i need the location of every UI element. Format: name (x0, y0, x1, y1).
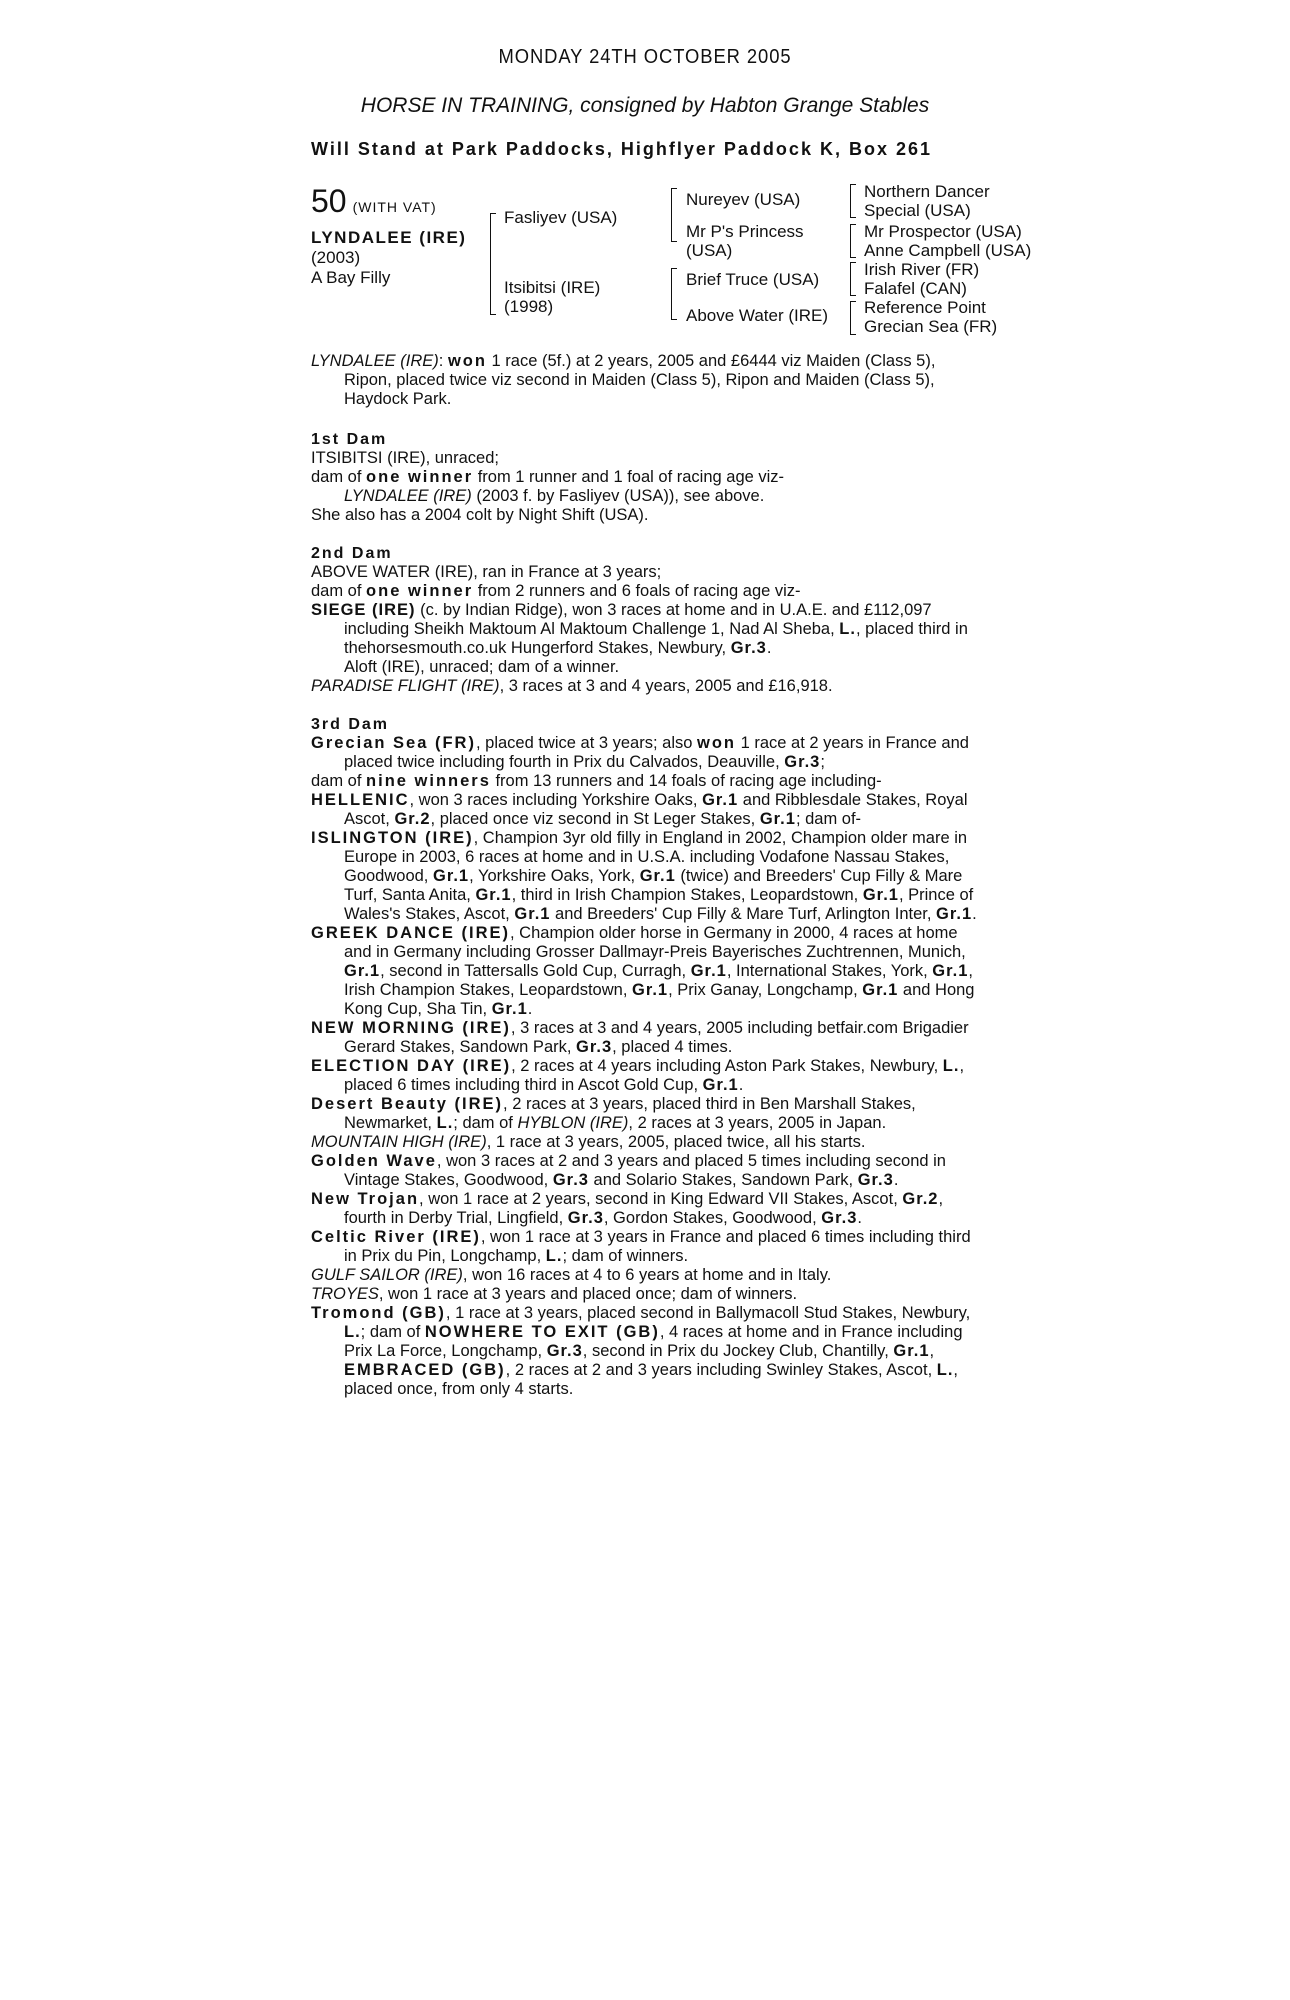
text-span: from 13 runners and 14 foals of racing age including- (490, 772, 882, 790)
pedigree-sds: Mr Prospector (USA) (864, 222, 1022, 241)
record-horse-name: LYNDALEE (IRE) (311, 352, 439, 370)
race-grade: Gr.1 (862, 981, 899, 999)
lot-number (311, 183, 437, 220)
text-span: (twice) and Breeders' Cup Filly & Mare Turf, Santa Anita, (344, 867, 963, 904)
race-grade: Gr.1 (690, 962, 727, 980)
race-grade: Gr.1 (514, 905, 551, 923)
produce-name: Desert Beauty (IRE) (311, 1095, 504, 1113)
text-span: , Champion 3yr old filly in England in 2002, Champion older mare in Europe in 2003, 6 races at home and in U.S.A. including Vodafone Nassau Stakes, Goodwood, (344, 829, 968, 885)
produce-name: TROYES (311, 1285, 379, 1303)
race-grade: L. (344, 1323, 361, 1341)
produce-entry: Aloft (IRE), unraced; dam of a winner. (344, 658, 620, 676)
race-grade: Gr.3 (821, 1209, 858, 1227)
second-dam-line: ABOVE WATER (IRE), ran in France at 3 years; (311, 563, 662, 581)
text-span: , 2 races at 2 and 3 years including Swinley Stakes, Ascot, (505, 1361, 937, 1379)
text-span: , third in Irish Champion Stakes, Leopardstown, (511, 886, 863, 904)
text-span: , second in Tattersalls Gold Cup, Curragh, (380, 962, 691, 980)
race-grade: Gr.1 (475, 886, 512, 904)
pedigree-sdd: Anne Campbell (USA) (864, 241, 1032, 260)
sale-date: MONDAY 24TH OCTOBER 2005 (498, 46, 792, 68)
text-span: , second in Prix du Jockey Club, Chantilly, (582, 1342, 894, 1360)
race-grade: Gr.3 (546, 1342, 583, 1360)
text-span: ; dam of winners. (562, 1247, 689, 1265)
horse-description: A Bay Filly (311, 268, 391, 287)
pedigree-brace (850, 224, 856, 258)
text-span: . (738, 1076, 744, 1094)
text-span: , 2 races at 3 years, placed third in Ben Marshall Stakes, Newmarket, (344, 1095, 916, 1132)
text-span: , placed third in thehorsesmouth.co.uk Hungerford Stakes, Newbury, (344, 620, 968, 657)
produce-name: New Trojan (311, 1190, 420, 1208)
produce-entry (311, 791, 981, 829)
produce-name: NOWHERE TO EXIT (GB) (424, 1323, 660, 1341)
consignment-line: HORSE IN TRAINING, consigned by Habton Grange Stables (360, 94, 930, 117)
pedigree-dsd: Falafel (CAN) (864, 279, 967, 298)
text-span: and Solario Stakes, Sandown Park, (588, 1171, 858, 1189)
race-grade: L. (839, 620, 856, 638)
produce-entry (311, 1228, 981, 1266)
first-dam-heading: 1st Dam (311, 431, 388, 448)
text-span: , 3 races at 3 and 4 years, 2005 including betfair.com Brigadier Gerard Stakes, Sandown Park, (344, 1019, 969, 1056)
second-dam-section (311, 544, 981, 696)
race-grade: Gr.1 (862, 886, 899, 904)
pedigree-brace (671, 188, 677, 242)
text-span: , won 3 races including Yorkshire Oaks, (409, 791, 703, 809)
race-grade: Gr.1 (344, 962, 381, 980)
second-dam-heading: 2nd Dam (311, 545, 393, 562)
text-span: and Breeders' Cup Filly & Mare Turf, Arlington Inter, (550, 905, 937, 923)
text-span: ; dam of (360, 1323, 425, 1341)
produce-name: NEW MORNING (IRE) (311, 1019, 511, 1037)
text-span: , placed 4 times. (612, 1038, 733, 1056)
text-span: from 1 runner and 1 foal of racing age viz- (473, 468, 785, 486)
text-span: 1 race at 2 years in France and placed twice including fourth in Prix du Calvados, Deauville, (344, 734, 969, 771)
text-span: , won 1 race at 3 years and placed once; dam of winners. (378, 1285, 798, 1303)
produce-entry (311, 601, 981, 658)
third-dam-heading: 3rd Dam (311, 716, 390, 733)
race-grade: Gr.3 (784, 753, 821, 771)
produce-name: HYBLON (IRE) (517, 1114, 629, 1132)
text-span: and Hong Kong Cup, Sha Tin, (344, 981, 975, 1018)
produce-name: GREEK DANCE (IRE) (311, 924, 511, 942)
pedigree-brace (850, 262, 856, 296)
third-dam-entry (311, 734, 981, 772)
race-grade: Gr.1 (759, 810, 796, 828)
produce-name: GULF SAILOR (IRE) (311, 1266, 463, 1284)
first-dam-line: ITSIBITSI (IRE), unraced; (311, 449, 499, 467)
race-grade: Gr.1 (702, 1076, 739, 1094)
produce-name: ELECTION DAY (IRE) (311, 1057, 512, 1075)
text-span: ; (820, 753, 825, 771)
produce-entry (311, 1304, 981, 1399)
produce-entry (311, 1133, 981, 1152)
race-grade: Gr.1 (639, 867, 676, 885)
text-span: , Prince of Wales's Stakes, Ascot, (344, 886, 974, 923)
race-grade: Gr.3 (552, 1171, 589, 1189)
race-grade: Gr.1 (702, 791, 739, 809)
produce-name: SIEGE (IRE) (311, 601, 416, 619)
text-span: dam of (311, 468, 367, 486)
text-span: , 2 races at 3 years, 2005 in Japan. (628, 1114, 887, 1132)
pedigree-brace (490, 213, 496, 315)
produce-name: ISLINGTON (IRE) (311, 829, 474, 847)
horse-year: (2003) (311, 248, 361, 267)
winners-count: one winner (366, 468, 474, 486)
produce-entry (311, 1285, 981, 1304)
pedigree-brace (850, 301, 856, 335)
text-span: , Champion older horse in Germany in 2000, 4 races at home and in Germany including Grosser Dallmayr-Preis Bayerisches Zuchtrennen, Munich, (344, 924, 966, 961)
race-grade: Gr.1 (632, 981, 669, 999)
produce-entry (311, 1190, 981, 1228)
produce-entry (311, 1095, 981, 1133)
produce-name: Celtic River (IRE) (311, 1228, 481, 1246)
produce-name: Tromond (GB) (311, 1304, 446, 1322)
text-span: , 2 races at 4 years including Aston Park Stakes, Newbury, (511, 1057, 943, 1075)
pedigree-dam-dam: Above Water (IRE) (686, 306, 829, 325)
pedigree-ddd: Grecian Sea (FR) (864, 317, 998, 336)
race-grade: Gr.3 (730, 639, 767, 657)
produce-entry (311, 677, 981, 696)
record-text: 1 race (5f.) at 2 years, 2005 and £6444 viz Maiden (Class 5), Ripon, placed twice viz second in Maiden (Class 5), Ripon and Maiden (Class 5), Haydock Park. (344, 352, 936, 408)
record-won: won (447, 352, 487, 370)
text-span: , won 1 race at 3 years in France and placed 6 times including third in Prix du Pin, Longchamp, (344, 1228, 971, 1265)
horse-name: LYNDALEE (IRE) (311, 228, 467, 247)
text-span: ; dam of (453, 1114, 518, 1132)
race-grade: Gr.3 (567, 1209, 604, 1227)
produce-name: Golden Wave (311, 1152, 437, 1170)
text-span: , won 3 races at 2 and 3 years and placed 5 times including second in Vintage Stakes, Goodwood, (344, 1152, 946, 1189)
text-span: , 4 races at home and in France including Prix La Force, Longchamp, (344, 1323, 963, 1360)
pedigree-dds: Reference Point (864, 298, 986, 317)
produce-entry (311, 1152, 981, 1190)
text-span: , placed once, from only 4 starts. (344, 1361, 958, 1398)
produce-entry (311, 1019, 981, 1057)
pedigree-sss: Northern Dancer (864, 182, 990, 201)
text-span: . (527, 1000, 533, 1018)
pedigree-sire-sire: Nureyev (USA) (686, 190, 801, 209)
text-span: . (766, 639, 772, 657)
produce-entry (311, 1266, 981, 1285)
pedigree-brace (850, 184, 856, 218)
produce-name: PARADISE FLIGHT (IRE) (311, 677, 500, 695)
text-span: , fourth in Derby Trial, Lingfield, (344, 1190, 944, 1227)
won-word: won (697, 734, 736, 752)
produce-entry (311, 1057, 981, 1095)
produce-name: LYNDALEE (IRE) (344, 487, 472, 505)
race-grade: Gr.1 (893, 1342, 930, 1360)
race-grade: Gr.1 (432, 867, 470, 885)
text-span: dam of (311, 772, 367, 790)
text-span: . (893, 1171, 899, 1189)
race-grade: Gr.3 (857, 1171, 894, 1189)
text-span: , Irish Champion Stakes, Leopardstown, (344, 962, 973, 999)
winners-count: one winner (366, 582, 474, 600)
text-span: . (972, 905, 977, 923)
text-span: , Prix Ganay, Longchamp, (668, 981, 863, 999)
text-span: (2003 f. by Fasliyev (USA)), see above. (471, 487, 765, 505)
text-span: , won 16 races at 4 to 6 years at home and in Italy. (462, 1266, 832, 1284)
text-span: , 1 race at 3 years, 2005, placed twice, all his starts. (486, 1133, 866, 1151)
lot-number-value: 50 (311, 183, 347, 219)
text-span: , International Stakes, York, (726, 962, 933, 980)
dam-name: Grecian Sea (FR) (311, 734, 476, 752)
text-span: from 2 runners and 6 foals of racing age viz- (473, 582, 801, 600)
text-span: dam of (311, 582, 367, 600)
produce-name: HELLENIC (311, 791, 410, 809)
text-span: . (857, 1209, 862, 1227)
text-span: and Ribblesdale Stakes, Royal Ascot, (344, 791, 968, 828)
third-dam-section (311, 715, 981, 1399)
text-span: , 3 races at 3 and 4 years, 2005 and £16,918. (499, 677, 833, 695)
produce-entry (311, 829, 981, 924)
text-span: , Yorkshire Oaks, York, (469, 867, 640, 885)
text-span: , placed twice at 3 years; also (475, 734, 697, 752)
winners-count: nine winners (366, 772, 491, 790)
race-grade: Gr.1 (936, 905, 973, 923)
pedigree-ssd: Special (USA) (864, 201, 971, 220)
pedigree-dam: Itsibitsi (IRE) (504, 278, 601, 297)
race-grade: Gr.2 (394, 810, 431, 828)
text-span: ; dam of- (795, 810, 862, 828)
first-dam-section (311, 430, 981, 525)
pedigree-dss: Irish River (FR) (864, 260, 980, 279)
race-record: LYNDALEE (IRE): won 1 race (5f.) at 2 years, 2005 and £6444 viz Maiden (Class 5), Ripon, placed twice viz second in Maiden (Class 5), Ripon and Maiden (Class 5), Haydock Park. (311, 352, 936, 408)
pedigree-sire: Fasliyev (USA) (504, 208, 618, 227)
text-span: , (929, 1342, 935, 1360)
pedigree-dam-sire: Brief Truce (USA) (686, 270, 820, 289)
race-grade: L. (436, 1114, 454, 1132)
race-grade: Gr.3 (576, 1038, 613, 1056)
text-span: , placed once viz second in St Leger Stakes, (430, 810, 760, 828)
stand-location: Will Stand at Park Paddocks, Highflyer Paddock K, Box 261 (311, 139, 932, 159)
pedigree-sire-dam: Mr P's Princess (686, 222, 804, 241)
pedigree-sire-dam-2: (USA) (686, 241, 733, 260)
produce-name: EMBRACED (GB) (344, 1361, 506, 1379)
pedigree-brace (671, 268, 677, 320)
race-grade: L. (936, 1361, 954, 1379)
race-grade: L. (545, 1247, 563, 1265)
text-span: (c. by Indian Ridge), won 3 races at home and in U.A.E. and £112,097 including Sheikh Maktoum Al Maktoum Challenge 1, Nad Al Sheba, (344, 601, 932, 638)
horse-info (311, 228, 466, 288)
text-span: , placed 6 times including third in Ascot Gold Cup, (344, 1057, 965, 1094)
vat-note: (WITH VAT) (352, 199, 437, 215)
text-span: , won 1 race at 2 years, second in King Edward VII Stakes, Ascot, (419, 1190, 903, 1208)
text-span: , 1 race at 3 years, placed second in Ballymacoll Stud Stakes, Newbury, (445, 1304, 971, 1322)
first-dam-note: She also has a 2004 colt by Night Shift (USA). (311, 506, 649, 524)
produce-entry (311, 924, 981, 1019)
race-grade: Gr.1 (491, 1000, 528, 1018)
text-span: , Gordon Stakes, Goodwood, (603, 1209, 822, 1227)
race-grade: Gr.2 (902, 1190, 939, 1208)
race-grade: L. (942, 1057, 960, 1075)
race-grade: Gr.1 (932, 962, 969, 980)
produce-name: MOUNTAIN HIGH (IRE) (311, 1133, 487, 1151)
pedigree-dam-year: (1998) (504, 297, 554, 316)
